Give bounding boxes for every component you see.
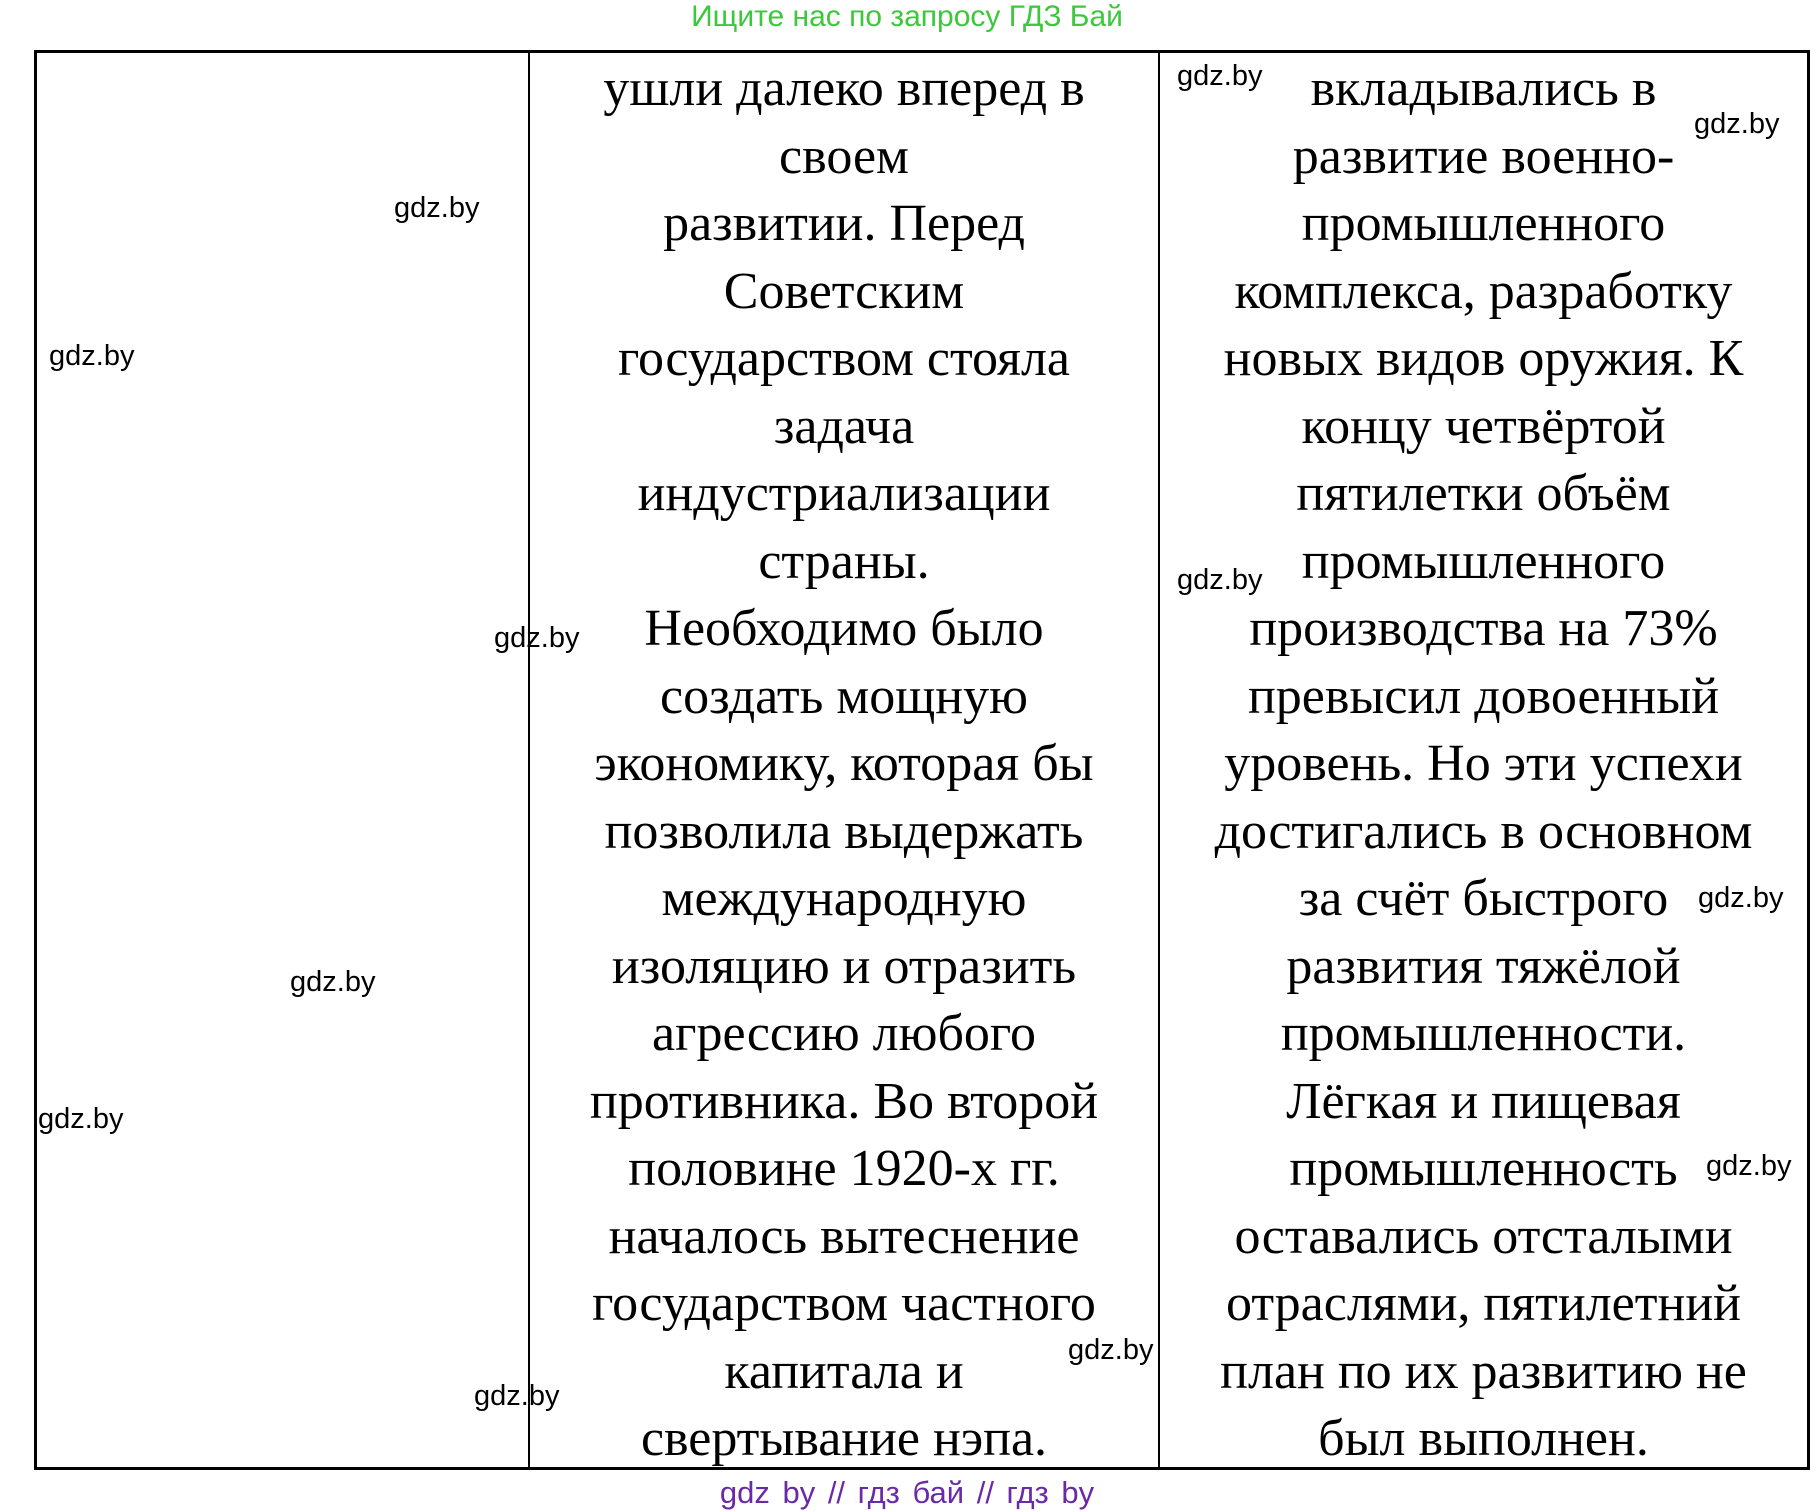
middle-line: государством стояла (618, 330, 1070, 387)
right-line: был выполнен. (1318, 1410, 1649, 1467)
middle-line: своем (779, 127, 909, 185)
right-line: за счёт быстрого (1298, 870, 1669, 927)
right-line: развитие военно- (1292, 127, 1675, 185)
middle-line: агрессию любого (652, 1005, 1036, 1062)
middle-line: изоляцию и отразить (611, 937, 1077, 995)
watermark: gdz.by (290, 966, 376, 998)
middle-line: страны. (758, 532, 930, 590)
right-line: вкладывались в (1310, 60, 1657, 117)
right-line: комплекса, разработку (1234, 262, 1733, 320)
top-banner: Ищите нас по запросу ГДЗ Бай (691, 0, 1123, 33)
middle-line: международную (661, 870, 1027, 927)
right-line: достигались в основном (1214, 802, 1753, 860)
watermark: gdz.by (38, 1103, 124, 1135)
right-line: пятилетки объём (1296, 465, 1671, 522)
left-empty-cell (37, 53, 530, 1467)
watermark: gdz.by (1177, 564, 1263, 596)
middle-line: индустриализации (637, 465, 1051, 522)
right-line: новых видов оружия. К (1223, 330, 1744, 387)
watermark: gdz.by (394, 192, 480, 224)
watermark: gdz.by (1698, 882, 1784, 914)
right-line: план по их развитию не (1220, 1342, 1747, 1400)
right-line: уровень. Но эти успехи (1224, 735, 1743, 792)
watermark: gdz.by (1068, 1334, 1154, 1366)
right-line: отраслями, пятилетний (1226, 1275, 1741, 1332)
middle-line: половине 1920-х гг. (628, 1140, 1060, 1197)
right-line: промышленности. (1280, 1005, 1687, 1062)
right-line: развития тяжёлой (1286, 937, 1681, 995)
right-line: промышленного (1301, 532, 1666, 590)
right-cell-text (1160, 53, 1807, 1473)
right-line: концу четвёртой (1301, 397, 1666, 455)
right-line: промышленного (1301, 195, 1666, 252)
middle-line: Необходимо было (644, 600, 1044, 657)
right-line: производства на 73% (1249, 600, 1718, 657)
middle-line: ушли далеко вперед в (603, 60, 1085, 117)
right-line: оставались отсталыми (1234, 1207, 1733, 1265)
footer-links: gdz by // гдз бай // гдз by (719, 1475, 1095, 1510)
watermark: gdz.by (1177, 60, 1263, 92)
right-cell (1160, 53, 1807, 1467)
middle-line: задача (773, 397, 915, 455)
middle-cell (530, 53, 1160, 1467)
middle-line: началось вытеснение (608, 1207, 1080, 1265)
middle-line: создать мощную (660, 667, 1028, 725)
answer-table (34, 50, 1810, 1470)
middle-line: свертывание нэпа. (640, 1410, 1048, 1467)
watermark: gdz.by (494, 622, 580, 654)
middle-line: капитала и (724, 1342, 964, 1400)
middle-line: государством частного (592, 1275, 1096, 1332)
middle-line: экономику, которая бы (594, 735, 1094, 792)
right-line: промышленность (1289, 1140, 1678, 1197)
middle-line: Советским (723, 262, 965, 320)
middle-line: противника. Во второй (589, 1072, 1099, 1130)
watermark: gdz.by (1706, 1150, 1792, 1182)
middle-line: позволила выдержать (604, 802, 1084, 860)
watermark: gdz.by (49, 340, 135, 372)
middle-line: развитии. Перед (663, 195, 1025, 252)
right-line: превысил довоенный (1247, 667, 1720, 725)
watermark: gdz.by (1694, 108, 1780, 140)
watermark: gdz.by (474, 1380, 560, 1412)
middle-cell-text (530, 53, 1158, 1473)
right-line: Лёгкая и пищевая (1286, 1072, 1681, 1130)
